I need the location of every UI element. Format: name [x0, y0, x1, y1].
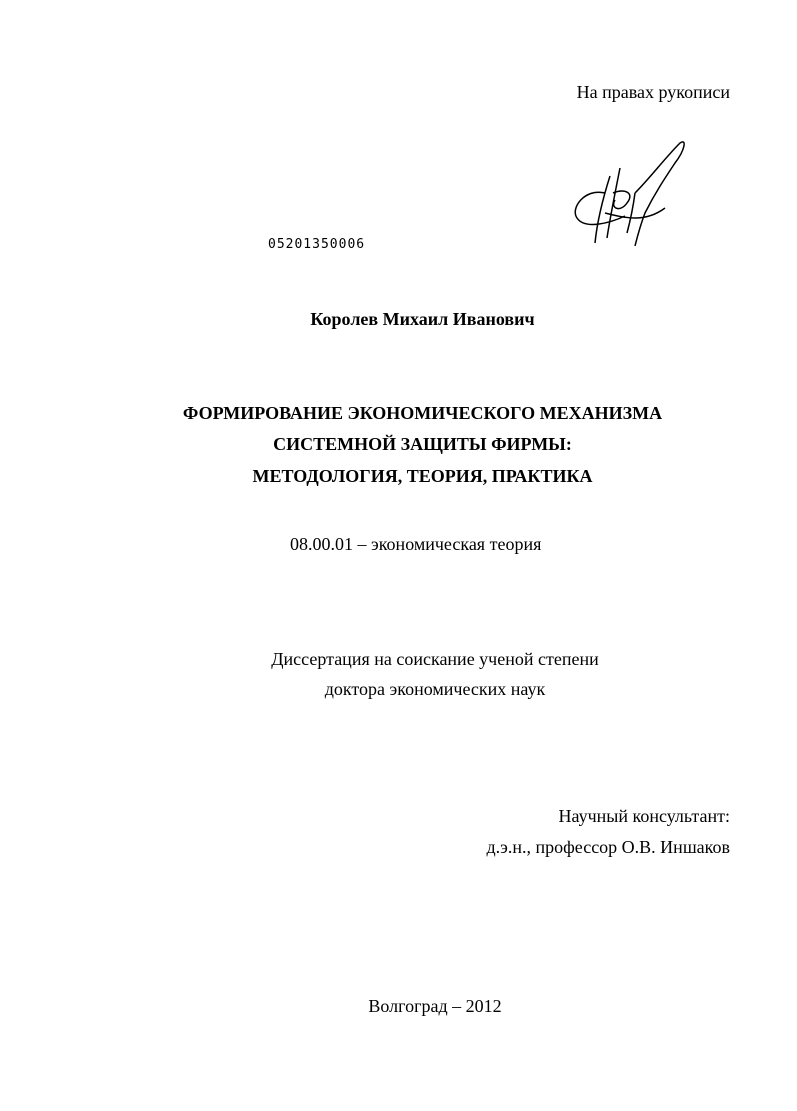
- degree-line-1: Диссертация на соискание ученой степени: [271, 649, 599, 669]
- title-line-3: МЕТОДОЛОГИЯ, ТЕОРИЯ, ПРАКТИКА: [252, 466, 593, 486]
- city-year: Волгоград – 2012: [368, 996, 502, 1016]
- consultant-name: д.э.н., профессор О.В. Иншаков: [486, 837, 730, 857]
- consultant-label: Научный консультант:: [558, 806, 730, 826]
- signature-image: [565, 138, 695, 248]
- manuscript-note: На правах рукописи: [576, 82, 730, 102]
- title-line-1: ФОРМИРОВАНИЕ ЭКОНОМИЧЕСКОГО МЕХАНИЗМА: [182, 403, 663, 423]
- degree-line-2: доктора экономических наук: [324, 679, 546, 699]
- title-line-2: СИСТЕМНОЙ ЗАЩИТЫ ФИРМЫ:: [273, 434, 572, 454]
- specialty: 08.00.01 – экономическая теория: [290, 534, 542, 554]
- document-code: 05201350006: [268, 237, 366, 252]
- author-name: Королев Михаил Иванович: [310, 309, 535, 329]
